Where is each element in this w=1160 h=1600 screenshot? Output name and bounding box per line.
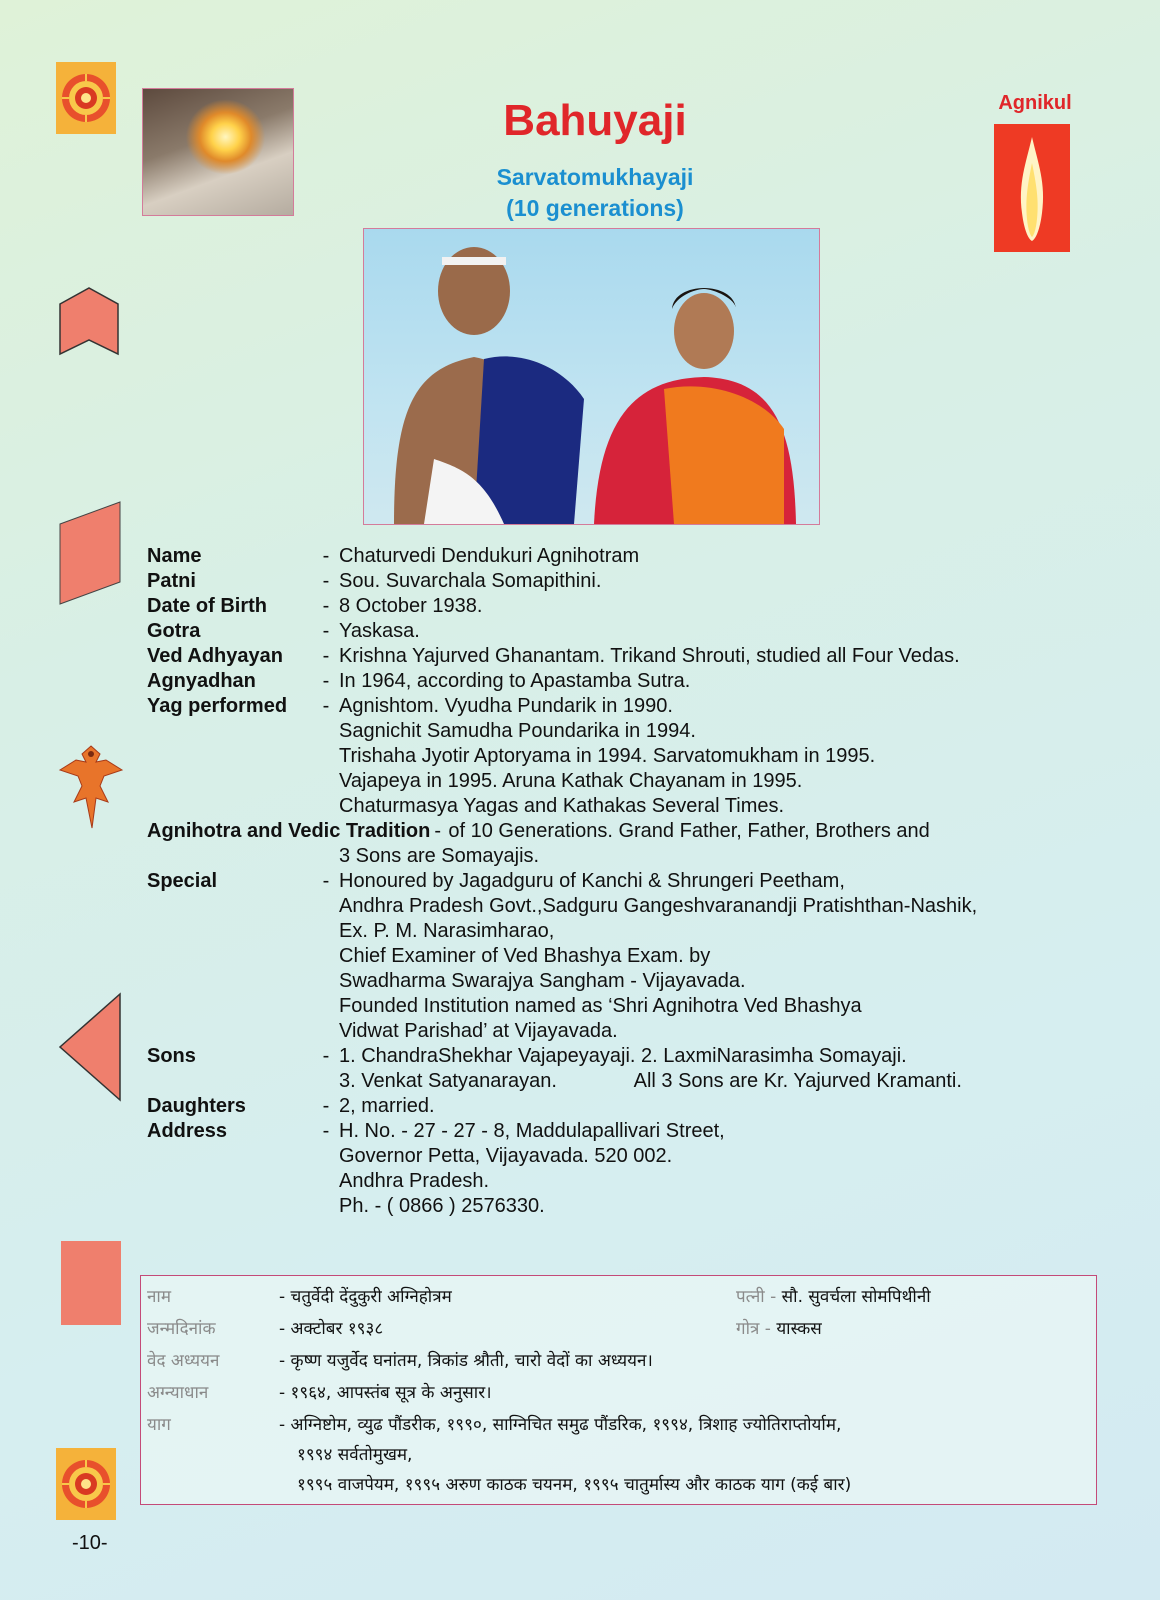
detail-row-name: Name - Chaturvedi Dendukuri Agnihotram: [147, 544, 1107, 569]
detail-row-ved-adhyayan: Ved Adhyayan - Krishna Yajurved Ghanantam. Trikand Shrouti, studied all Four Vedas.: [147, 644, 1107, 669]
detail-value: Chaturvedi Dendukuri Agnihotram: [339, 545, 640, 567]
detail-row-gotra: Gotra - Yaskasa.: [147, 619, 1107, 644]
detail-row-vedic-tradition: Agnihotra and Vedic Tradition - of 10 Generations. Grand Father, Father, Brothers and: [147, 819, 1107, 844]
detail-row-dob: Date of Birth - 8 October 1938.: [147, 594, 1107, 619]
hindi-label-gotra: गोत्र -: [736, 1319, 771, 1339]
rectangle-shape: [60, 1240, 122, 1326]
detail-label: Name: [147, 545, 202, 567]
profile-details: [147, 544, 1107, 1219]
detail-row-agnyadhan: Agnyadhan - In 1964, according to Apastamba Sutra.: [147, 669, 1107, 694]
detail-value: H. No. - 27 - 27 - 8, Maddulapallivari Street, Governor Petta, Vijayavada. 520 002. Andhra Pradesh. Ph. - ( 0866 ) 2576330.: [339, 1120, 725, 1217]
detail-value: Honoured by Jagadguru of Kanchi & Shrungeri Peetham, Andhra Pradesh Govt.,Sadguru Gangeshvaranandji Pratishthan-Nashik, Ex. P. M. Narasimharao, Chief Examiner of Ved Bhashya Exam. by Swadharma Swarajya Sangham - Vijayavada. Founded Institution named as ‘Shri Agnihotra Ved Bhashya Vidwat Parishad’ at Vijayavada.: [339, 870, 978, 1042]
detail-value: 1. ChandraShekhar Vajapeyayaji. 2. LaxmiNarasimha Somayaji. 3. Venkat Satyanarayan. All 3 Sons are Kr. Yajurved Kramanti.: [339, 1045, 962, 1092]
parallelogram-shape: [58, 500, 122, 606]
hindi-value-yag-3: १९९५ वाजपेयम, १९९५ अरुण काठक चयनम, १९९५ चातुर्मास्य और काठक याग (कई बार): [297, 1475, 852, 1495]
mandala-icon-bottom: [56, 1448, 116, 1520]
chevron-shape: [58, 286, 120, 356]
hindi-value-yag-1: - अग्निष्टोम, व्युढ पौंडरीक, १९९०, साग्निचित समुढ पौंडरिक, १९९४, त्रिशाह ज्योतिराप्तोर्याम,: [279, 1415, 842, 1435]
detail-label: Patni: [147, 570, 196, 592]
detail-label: Agnyadhan: [147, 670, 256, 692]
detail-value: Yaskasa.: [339, 620, 420, 642]
hindi-label-ved: वेद अध्ययन: [147, 1351, 220, 1371]
detail-label: Agnihotra and Vedic Tradition: [147, 820, 431, 842]
sacred-fire-photo: [142, 88, 294, 216]
detail-row-sons: Sons - 1. ChandraShekhar Vajapeyayaji. 2. LaxmiNarasimha Somayaji. 3. Venkat Satyanarayan. All 3 Sons are Kr. Yajurved Kramanti.: [147, 1044, 1107, 1094]
detail-value: 8 October 1938.: [339, 595, 483, 617]
detail-value: Agnishtom. Vyudha Pundarik in 1990. Sagnichit Samudha Poundarika in 1994. Trishaha Jyotir Aptoryama in 1994. Sarvatomukham in 1995. Vajapeya in 1995. Aruna Kathak Chayanam in 1995. Chaturmasya Yagas and Kathakas Several Times.: [339, 695, 876, 817]
detail-value: of 10 Generations. Grand Father, Father, Brothers and: [448, 820, 930, 842]
hindi-value-patni: सौ. सुवर्चला सोमपिथीनी: [781, 1287, 931, 1307]
hindi-label-agnyadhan: अग्न्याधान: [147, 1383, 209, 1403]
detail-row-daughters: Daughters - 2, married.: [147, 1094, 1107, 1119]
detail-label: Ved Adhyayan: [147, 645, 283, 667]
mandala-icon-top: [56, 62, 116, 134]
hindi-label-dob: जन्मदिनांक: [147, 1319, 216, 1339]
hindi-value-yag-2: १९९४ सर्वतोमुखम,: [297, 1445, 413, 1465]
page-subtitle: [400, 162, 790, 224]
detail-value: 2, married.: [339, 1095, 435, 1117]
agnikul-label: Agnikul: [998, 92, 1072, 114]
detail-label: Gotra: [147, 620, 201, 642]
detail-label: Date of Birth: [147, 595, 267, 617]
subtitle-line-1: Sarvatomukhayaji: [496, 164, 694, 190]
hindi-label-yag: याग: [147, 1415, 171, 1435]
hindi-label-patni: पत्नी -: [736, 1287, 777, 1307]
hindi-value-gotra: यास्कस: [776, 1319, 822, 1339]
page-title: Bahuyaji: [503, 96, 687, 145]
detail-row-address: Address - H. No. - 27 - 27 - 8, Maddulapallivari Street, Governor Petta, Vijayavada. 520 002. Andhra Pradesh. Ph. - ( 0866 ) 2576330.: [147, 1119, 1107, 1219]
detail-value: Sou. Suvarchala Somapithini.: [339, 570, 602, 592]
detail-label: Daughters: [147, 1095, 246, 1117]
hindi-value-naam: - चतुर्वेदी देंदुकुरी अग्निहोत्रम: [279, 1287, 452, 1307]
hindi-label-naam: नाम: [147, 1287, 172, 1307]
detail-row-special: Special - Honoured by Jagadguru of Kanchi & Shrungeri Peetham, Andhra Pradesh Govt.,Sadguru Gangeshvaranandji Pratishthan-Nashik, Ex. P. M. Narasimharao, Chief Examiner of Ved Bhashya Exam. by Swadharma Swarajya Sangham - Vijayavada. Founded Institution named as ‘Shri Agnihotra Ved Bhashya Vidwat Parishad’ at Vijayavada.: [147, 869, 1107, 1044]
detail-label: Yag performed: [147, 695, 288, 717]
detail-row-yag-performed: Yag performed - Agnishtom. Vyudha Pundarik in 1990. Sagnichit Samudha Poundarika in 1994. Trishaha Jyotir Aptoryama in 1994. Sarvatomukham in 1995. Vajapeya in 1995. Aruna Kathak Chayanam in 1995. Chaturmasya Yagas and Kathakas Several Times.: [147, 694, 1107, 819]
triangle-shape: [58, 992, 122, 1102]
hindi-value-dob: - अक्टोबर १९३८: [279, 1319, 384, 1339]
hindi-summary-box: [140, 1275, 1097, 1505]
detail-value: In 1964, according to Apastamba Sutra.: [339, 670, 691, 692]
detail-value-continued: 3 Sons are Somayajis.: [339, 845, 540, 867]
detail-label: Special: [147, 870, 218, 892]
page-number: -10-: [72, 1532, 108, 1554]
detail-label: Sons: [147, 1045, 196, 1067]
couple-portrait-photo: [363, 228, 820, 525]
hindi-value-agnyadhan: - १९६४, आपस्तंब सूत्र के अनुसार।: [279, 1383, 492, 1403]
detail-label: Address: [147, 1120, 228, 1142]
flame-icon: [994, 124, 1070, 252]
detail-row-patni: Patni - Sou. Suvarchala Somapithini.: [147, 569, 1107, 594]
detail-value: Krishna Yajurved Ghanantam. Trikand Shrouti, studied all Four Vedas.: [339, 645, 960, 667]
subtitle-line-2: (10 generations): [506, 195, 684, 221]
eagle-icon: [56, 740, 126, 832]
hindi-value-ved: - कृष्ण यजुर्वेद घनांतम, त्रिकांड श्रौती, चारो वेदों का अध्ययन।: [279, 1351, 653, 1371]
